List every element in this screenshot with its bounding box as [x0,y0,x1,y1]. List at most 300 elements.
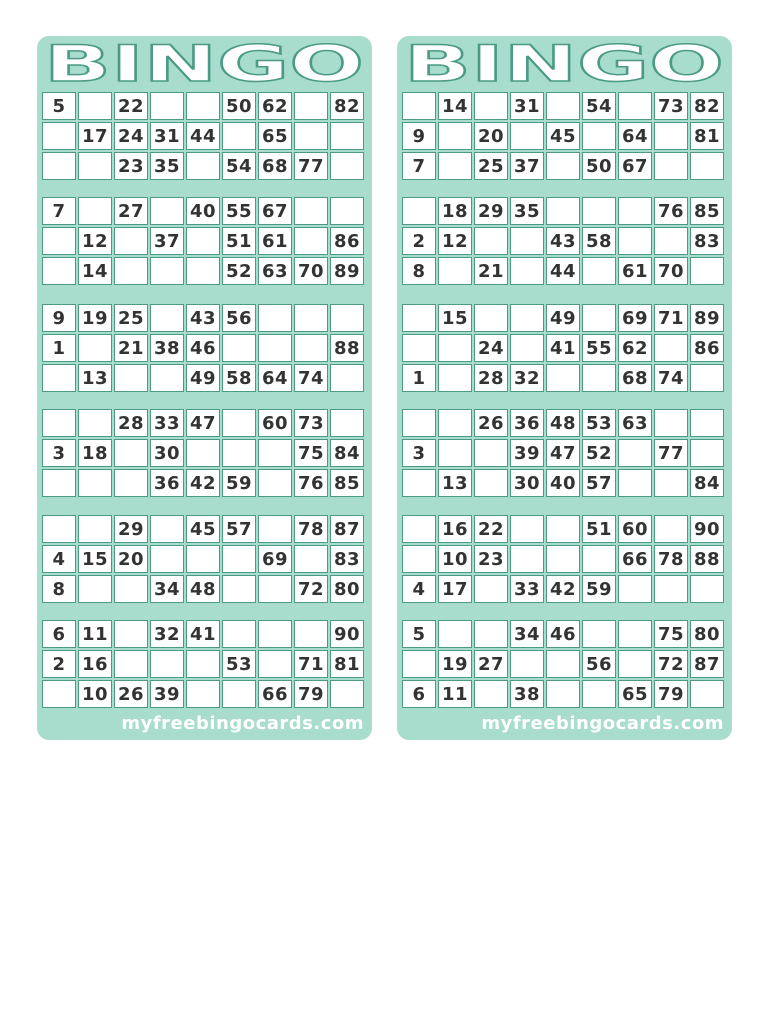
bingo-cell: 40 [186,197,220,225]
ticket-row [402,152,727,180]
bingo-cell: 45 [546,122,580,150]
bingo-cell [510,122,544,150]
bingo-cell: 7 [42,197,76,225]
bingo-cell: 68 [618,364,652,392]
ticket-row [42,197,367,225]
bingo-cell [582,620,616,648]
bingo-cell [186,257,220,285]
bingo-cell: 24 [114,122,148,150]
bingo-cell: 71 [294,650,328,678]
bingo-cell [294,620,328,648]
bingo-cell [186,152,220,180]
ticket-row [42,227,367,255]
bingo-cell: 4 [402,575,436,603]
bingo-cell: 80 [330,575,364,603]
ticket-row [402,469,727,497]
bingo-cell: 45 [186,515,220,543]
bingo-cell: 73 [654,92,688,120]
bingo-cell: 6 [42,620,76,648]
bingo-cell: 22 [114,92,148,120]
bingo-cell [186,92,220,120]
bingo-cell: 68 [258,152,292,180]
bingo-cell [150,257,184,285]
bingo-cell: 44 [186,122,220,150]
bingo-cell [582,364,616,392]
bingo-cell [546,197,580,225]
bingo-cell: 38 [150,334,184,362]
bingo-cell [654,575,688,603]
ticket-row [42,650,367,678]
bingo-cell [654,409,688,437]
bingo-cell [150,515,184,543]
bingo-cell: 17 [438,575,472,603]
ticket-row [42,92,367,120]
bingo-cell: 41 [546,334,580,362]
ticket-row [402,545,727,573]
bingo-cell: 11 [438,680,472,708]
bingo-cell [474,439,508,467]
bingo-cell: 81 [330,650,364,678]
bingo-cell: 79 [294,680,328,708]
bingo-cell [330,304,364,332]
bingo-cell [438,257,472,285]
bingo-title-text: BINGO [44,40,364,88]
bingo-cell [114,650,148,678]
bingo-cell [222,680,256,708]
bingo-cell: 52 [582,439,616,467]
ticket-row [42,304,367,332]
bingo-cell [222,122,256,150]
bingo-cell: 58 [222,364,256,392]
ticket-row [42,515,367,543]
bingo-cell [402,334,436,362]
bingo-cell [474,469,508,497]
bingo-cell: 43 [186,304,220,332]
bingo-cell [618,650,652,678]
bingo-cell [222,575,256,603]
bingo-cell [510,304,544,332]
bingo-cell [510,334,544,362]
bingo-cell: 16 [78,650,112,678]
bingo-cell: 57 [582,469,616,497]
bingo-cell [294,227,328,255]
bingo-cell [78,469,112,497]
bingo-cell: 69 [618,304,652,332]
bingo-cell: 15 [438,304,472,332]
bingo-cell: 9 [402,122,436,150]
bingo-cell: 13 [438,469,472,497]
bingo-cell [258,620,292,648]
bingo-cell: 72 [654,650,688,678]
bingo-cell: 80 [690,620,724,648]
bingo-cell: 39 [510,439,544,467]
bingo-cell [402,515,436,543]
bingo-cell [654,122,688,150]
bingo-cell: 31 [150,122,184,150]
bingo-cell: 31 [510,92,544,120]
ticket-row [402,364,727,392]
bingo-cell [618,620,652,648]
bingo-cell: 33 [150,409,184,437]
bingo-cell: 70 [654,257,688,285]
bingo-cell: 8 [402,257,436,285]
bingo-cell: 37 [150,227,184,255]
bingo-cell: 63 [618,409,652,437]
bingo-cell [474,92,508,120]
bingo-cell: 34 [150,575,184,603]
bingo-cell [114,364,148,392]
ticket-row [42,575,367,603]
bingo-cell: 27 [114,197,148,225]
bingo-cell: 61 [618,257,652,285]
bingo-cell: 4 [42,545,76,573]
bingo-cell: 20 [114,545,148,573]
bingo-cell: 33 [510,575,544,603]
bingo-cell: 56 [222,304,256,332]
bingo-cell: 51 [582,515,616,543]
bingo-cell [330,680,364,708]
bingo-cell [150,650,184,678]
bingo-cell: 27 [474,650,508,678]
bingo-cell [438,409,472,437]
bingo-cell [294,304,328,332]
bingo-cell [546,92,580,120]
bingo-cell: 3 [402,439,436,467]
ticket-row [402,620,727,648]
bingo-cell: 30 [510,469,544,497]
bingo-cell: 17 [78,122,112,150]
bingo-cell [582,304,616,332]
bingo-cell: 26 [114,680,148,708]
bingo-cell [330,409,364,437]
bingo-cell: 77 [294,152,328,180]
bingo-cell [582,122,616,150]
ticket-row [402,515,727,543]
ticket-row [42,364,367,392]
bingo-cell: 40 [546,469,580,497]
bingo-cell: 87 [690,650,724,678]
ticket-row [402,650,727,678]
bingo-cell: 76 [654,197,688,225]
bingo-cell [258,515,292,543]
bingo-cell [402,650,436,678]
bingo-cell: 19 [78,304,112,332]
bingo-cell [114,439,148,467]
bingo-cell: 74 [654,364,688,392]
bingo-cell [114,227,148,255]
bingo-cell [42,257,76,285]
bingo-cell: 46 [546,620,580,648]
bingo-cell: 36 [150,469,184,497]
ticket-row [402,439,727,467]
bingo-cell: 82 [330,92,364,120]
bingo-cell [546,545,580,573]
ticket-row [402,575,727,603]
bingo-cell [546,680,580,708]
bingo-cell [474,575,508,603]
bingo-cell [690,364,724,392]
bingo-cell [222,620,256,648]
bingo-cell [42,469,76,497]
bingo-cell: 70 [294,257,328,285]
bingo-cell: 64 [618,122,652,150]
ticket-row [42,409,367,437]
bingo-cell: 46 [186,334,220,362]
bingo-cell [690,680,724,708]
bingo-cell [582,545,616,573]
bingo-cell [474,680,508,708]
ticket-row [402,409,727,437]
bingo-cell: 8 [42,575,76,603]
bingo-cell: 58 [582,227,616,255]
bingo-cell [690,575,724,603]
bingo-cell: 38 [510,680,544,708]
bingo-cell: 12 [78,227,112,255]
ticket-row [42,545,367,573]
bingo-cell: 83 [690,227,724,255]
bingo-cell: 35 [510,197,544,225]
bingo-cell: 39 [150,680,184,708]
bingo-cell [222,545,256,573]
bingo-cell [78,92,112,120]
bingo-cell [654,334,688,362]
bingo-cell: 55 [222,197,256,225]
bingo-cell: 25 [474,152,508,180]
bingo-cell: 85 [330,469,364,497]
bingo-cell: 26 [474,409,508,437]
ticket-row [402,197,727,225]
bingo-cell: 44 [546,257,580,285]
bingo-cell: 50 [582,152,616,180]
bingo-cell: 54 [222,152,256,180]
bingo-cell: 25 [114,304,148,332]
bingo-cell [150,545,184,573]
bingo-cell [294,545,328,573]
bingo-cell: 62 [258,92,292,120]
bingo-cell [438,122,472,150]
bingo-cell: 67 [618,152,652,180]
bingo-cell: 29 [114,515,148,543]
bingo-title [37,40,372,88]
bingo-cell [402,92,436,120]
bingo-cell [402,409,436,437]
bingo-cell [438,152,472,180]
bingo-cell: 42 [546,575,580,603]
bingo-cell [258,650,292,678]
bingo-cell: 67 [258,197,292,225]
bingo-cell: 82 [690,92,724,120]
bingo-cell [294,122,328,150]
bingo-cell [690,439,724,467]
bingo-cell [582,197,616,225]
bingo-cell [42,122,76,150]
bingo-cell: 9 [42,304,76,332]
bingo-cell: 3 [42,439,76,467]
bingo-cell [42,227,76,255]
bingo-cell: 7 [402,152,436,180]
bingo-cell: 88 [690,545,724,573]
bingo-cell: 59 [582,575,616,603]
bingo-cell [330,364,364,392]
ticket-row [42,334,367,362]
bingo-cell: 55 [582,334,616,362]
bingo-cell: 2 [402,227,436,255]
bingo-cell [258,334,292,362]
ticket-row [402,92,727,120]
bingo-cell: 19 [438,650,472,678]
bingo-cell: 48 [186,575,220,603]
bingo-cell: 53 [222,650,256,678]
bingo-cell: 2 [42,650,76,678]
ticket-row [402,680,727,708]
bingo-cell: 76 [294,469,328,497]
bingo-cell [258,469,292,497]
bingo-cell [186,650,220,678]
bingo-cell: 86 [690,334,724,362]
bingo-cell: 51 [222,227,256,255]
bingo-cell: 59 [222,469,256,497]
bingo-cell [150,197,184,225]
bingo-cell [690,409,724,437]
bingo-cell: 65 [618,680,652,708]
bingo-cell: 86 [330,227,364,255]
bingo-cell: 37 [510,152,544,180]
bingo-cell [654,227,688,255]
bingo-cell [114,257,148,285]
bingo-cell [330,122,364,150]
bingo-cell: 85 [690,197,724,225]
bingo-cell [690,257,724,285]
bingo-cell [294,334,328,362]
ticket-row [42,620,367,648]
bingo-cell: 5 [42,92,76,120]
bingo-cell: 23 [474,545,508,573]
bingo-cell [258,439,292,467]
ticket-row [42,439,367,467]
bingo-cell: 21 [114,334,148,362]
bingo-cell: 32 [150,620,184,648]
bingo-cell: 28 [114,409,148,437]
bingo-cell: 14 [438,92,472,120]
bingo-cell: 65 [258,122,292,150]
bingo-cell: 10 [438,545,472,573]
bingo-cell [618,469,652,497]
bingo-cell [78,197,112,225]
bingo-cell: 71 [654,304,688,332]
bingo-cell: 84 [330,439,364,467]
ticket-row [402,257,727,285]
bingo-sheet-left [37,36,372,740]
bingo-cell [654,152,688,180]
bingo-cell: 88 [330,334,364,362]
ticket-row [42,469,367,497]
bingo-cell [690,152,724,180]
bingo-cell [114,575,148,603]
bingo-cell: 24 [474,334,508,362]
bingo-cell [402,304,436,332]
bingo-cell: 69 [258,545,292,573]
bingo-cell [186,545,220,573]
bingo-cell [114,620,148,648]
bingo-cell: 52 [222,257,256,285]
bingo-cell [618,575,652,603]
bingo-cell: 75 [654,620,688,648]
bingo-cell: 57 [222,515,256,543]
bingo-cell: 10 [78,680,112,708]
bingo-cell: 60 [618,515,652,543]
bingo-cell [186,439,220,467]
bingo-cell: 21 [474,257,508,285]
bingo-cell: 62 [618,334,652,362]
bingo-cell [510,257,544,285]
ticket-row [402,334,727,362]
bingo-cell [402,197,436,225]
bingo-cell [582,680,616,708]
bingo-cell [474,304,508,332]
bingo-cell [114,469,148,497]
ticket-row [42,152,367,180]
bingo-cell: 47 [546,439,580,467]
bingo-cell [618,439,652,467]
bingo-cell: 64 [258,364,292,392]
bingo-cell [258,304,292,332]
bingo-cell [510,545,544,573]
bingo-cell [186,227,220,255]
bingo-cell: 75 [294,439,328,467]
bingo-cell: 74 [294,364,328,392]
bingo-cell: 1 [402,364,436,392]
bingo-cell: 53 [582,409,616,437]
bingo-cell: 61 [258,227,292,255]
bingo-cell: 14 [78,257,112,285]
bingo-cell: 35 [150,152,184,180]
bingo-sheet-right [397,36,732,740]
bingo-title [397,40,732,88]
bingo-cell: 41 [186,620,220,648]
bingo-cell [186,680,220,708]
bingo-cell [438,334,472,362]
bingo-cell [546,152,580,180]
bingo-cell [222,334,256,362]
bingo-cell [330,197,364,225]
bingo-cell: 54 [582,92,616,120]
bingo-cell: 42 [186,469,220,497]
bingo-cell: 32 [510,364,544,392]
bingo-cell: 13 [78,364,112,392]
bingo-cell: 89 [690,304,724,332]
bingo-cell [582,257,616,285]
bingo-cell: 43 [546,227,580,255]
bingo-cell [438,364,472,392]
bingo-cell: 66 [618,545,652,573]
bingo-cell [294,92,328,120]
ticket-row [42,257,367,285]
bingo-cell [150,364,184,392]
bingo-cell: 11 [78,620,112,648]
bingo-cell [258,575,292,603]
bingo-cell: 1 [42,334,76,362]
bingo-cell: 78 [294,515,328,543]
bingo-cell [438,439,472,467]
bingo-cell: 6 [402,680,436,708]
bingo-cell [78,409,112,437]
bingo-cell: 18 [438,197,472,225]
bingo-cell: 49 [546,304,580,332]
ticket-row [402,122,727,150]
bingo-cell: 18 [78,439,112,467]
bingo-cell [474,620,508,648]
bingo-cell: 29 [474,197,508,225]
